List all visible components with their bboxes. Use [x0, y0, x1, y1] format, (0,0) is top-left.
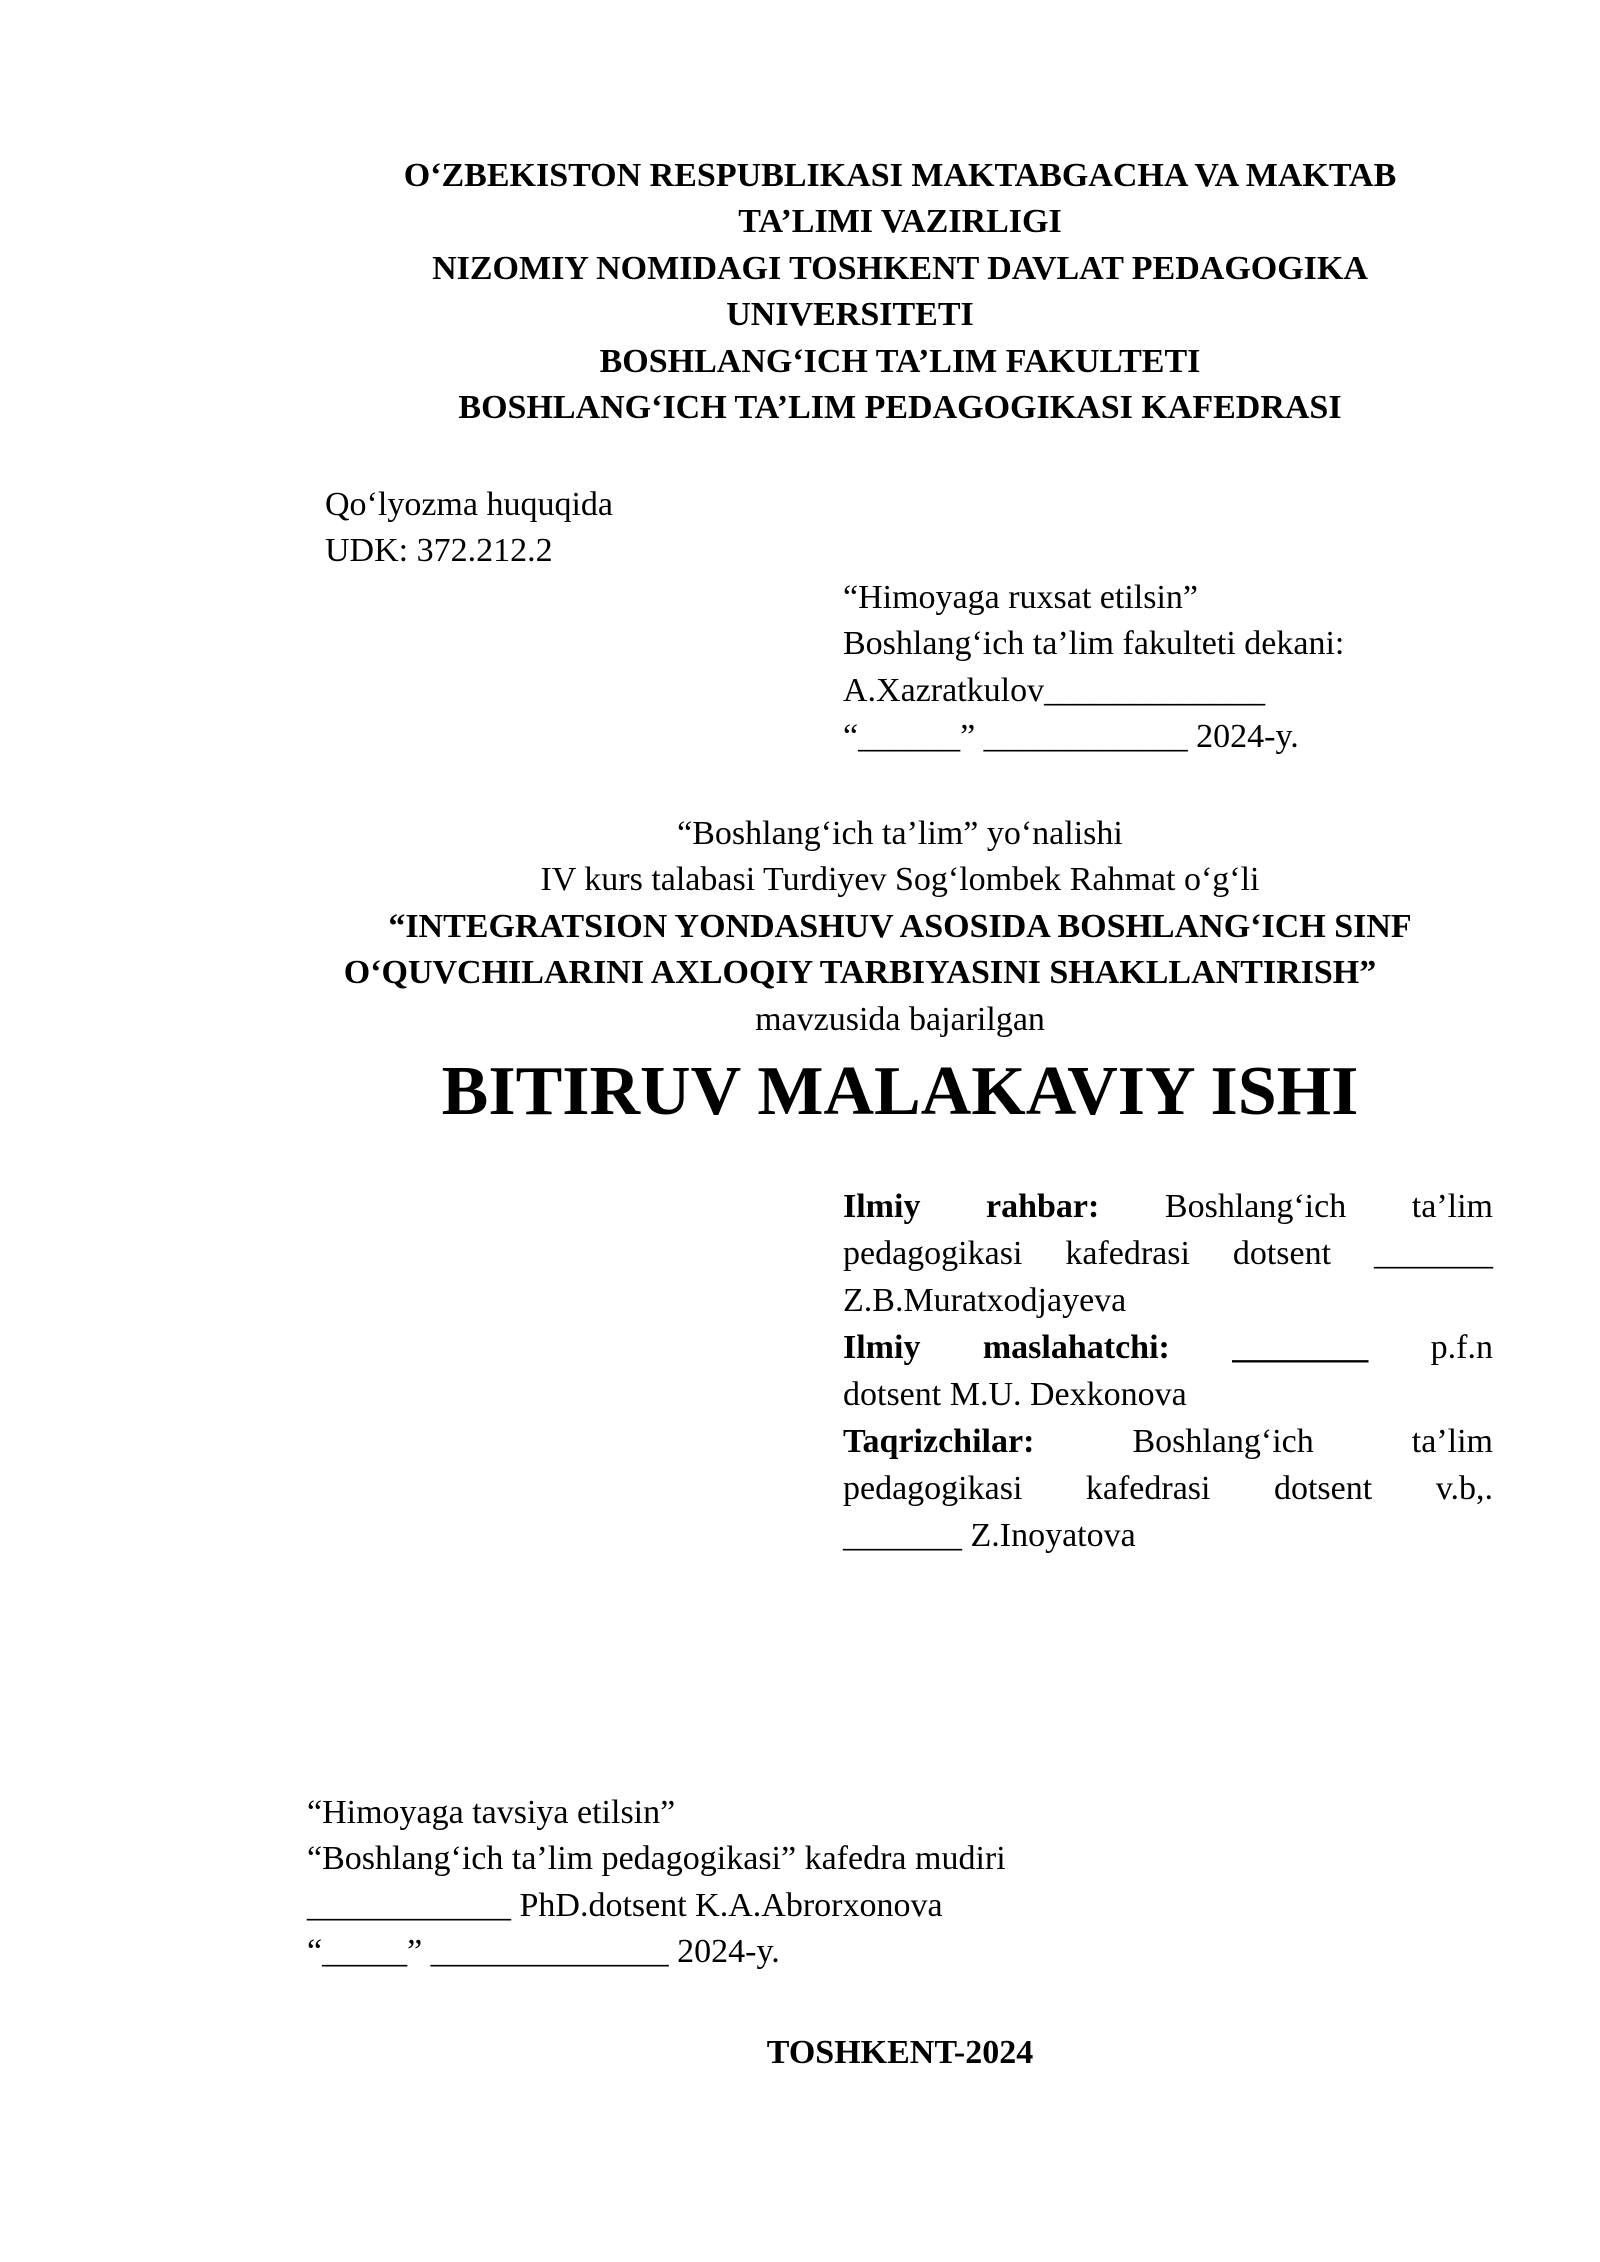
reviewers-dept-word-2: ta’lim — [1411, 1423, 1493, 1460]
approval-position: Boshlang‘ich ta’lim fakulteti dekani: — [843, 625, 1345, 662]
advisor-label-word-2: rahbar: — [986, 1188, 1100, 1225]
supervisors-block — [843, 1183, 1493, 1559]
reviewers-dept-word-1: Boshlang‘ich — [1132, 1423, 1314, 1460]
advisor-row-1 — [843, 1183, 1493, 1230]
reviewers-name: _______ Z.Inoyatova — [843, 1517, 1136, 1554]
approval-signatory: A.Xazratkulov_____________ — [843, 672, 1266, 709]
reviewers-dept-word-3: pedagogikasi — [843, 1470, 1023, 1507]
faculty-name: BOSHLANG‘ICH TA’LIM FAKULTETI — [599, 343, 1201, 380]
advisor-name: Z.B.Muratxodjayeva — [843, 1282, 1127, 1319]
topic-title-line-2: O‘QUVCHILARINI AXLOQIY TARBIYASINI SHAKLLANTIRISH” — [343, 954, 1377, 991]
recommendation-heading: “Himoyaga tavsiya etilsin” — [307, 1794, 676, 1831]
reviewers-position: v.b,. — [1435, 1470, 1493, 1507]
ministry-line-1: O‘ZBEKISTON RESPUBLIKASI MAKTABGACHA VA MAKTAB — [403, 157, 1397, 194]
department-name: BOSHLANG‘ICH TA’LIM PEDAGOGIKASI KAFEDRASI — [458, 389, 1342, 426]
advisor-signature-blank: _______ — [1374, 1235, 1493, 1272]
advisor-dept-word-2: ta’lim — [1411, 1188, 1493, 1225]
recommendation-position: “Boshlang‘ich ta’lim pedagogikasi” kafedra mudiri — [307, 1840, 1006, 1877]
consultant-signature-blank: ________ — [1232, 1329, 1369, 1366]
approval-heading: “Himoyaga ruxsat etilsin” — [843, 579, 1199, 616]
consultant-label-word-2: maslahatchi: — [982, 1329, 1170, 1366]
approval-date: “______” ____________ 2024-y. — [843, 718, 1299, 755]
university-line-2: UNIVERSITETI — [726, 296, 974, 333]
reviewers-row-2 — [843, 1465, 1493, 1512]
reviewers-label: Taqrizchilar: — [843, 1423, 1035, 1460]
advisor-row-2 — [843, 1230, 1493, 1277]
advisor-dept-word-3: pedagogikasi — [843, 1235, 1023, 1272]
reviewers-row-1 — [843, 1418, 1493, 1465]
consultant-degree: p.f.n — [1430, 1329, 1493, 1366]
done-on-topic: mavzusida bajarilgan — [755, 1001, 1045, 1038]
advisor-dept-word-1: Boshlang‘ich — [1164, 1188, 1347, 1225]
topic-title-line-1: “INTEGRATSION YONDASHUV ASOSIDA BOSHLANG‘ICH SINF — [388, 908, 1412, 945]
city-year: TOSHKENT-2024 — [766, 2034, 1034, 2071]
student-name-line: IV kurs talabasi Turdiyev Sog‘lombek Rahmat o‘g‘li — [540, 861, 1260, 898]
recommendation-date: “_____” ______________ 2024-y. — [307, 1933, 780, 1970]
study-direction: “Boshlang‘ich ta’lim” yo‘nalishi — [677, 815, 1123, 852]
reviewers-dept-word-4: kafedrasi — [1085, 1470, 1211, 1507]
advisor-dept-word-4: kafedrasi — [1065, 1235, 1190, 1272]
advisor-label-word-1: Ilmiy — [843, 1188, 921, 1225]
manuscript-rights: Qo‘lyozma huquqida — [325, 486, 613, 523]
reviewers-rank: dotsent — [1273, 1470, 1373, 1507]
consultant-row-1 — [843, 1324, 1493, 1371]
work-type-title: BITIRUV MALAKAVIY ISHI — [441, 1053, 1359, 1130]
consultant-name: dotsent M.U. Dexkonova — [843, 1376, 1187, 1413]
ministry-line-2: TA’LIMI VAZIRLIGI — [738, 203, 1062, 240]
advisor-rank: dotsent — [1232, 1235, 1332, 1272]
udk-code: UDK: 372.212.2 — [325, 532, 553, 569]
university-line-1: NIZOMIY NOMIDAGI TOSHKENT DAVLAT PEDAGOGIKA — [432, 250, 1368, 287]
recommendation-signatory: ____________ PhD.dotsent K.A.Abrorxonova — [307, 1887, 943, 1924]
consultant-label-word-1: Ilmiy — [843, 1329, 921, 1366]
